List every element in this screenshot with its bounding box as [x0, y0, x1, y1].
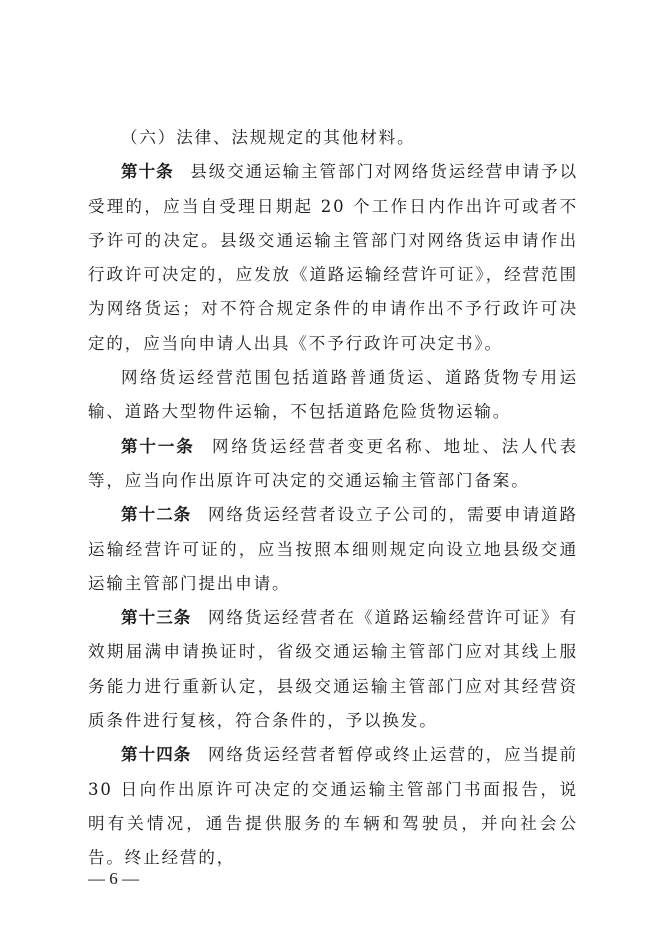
article-text: 网络货运经营者设立子公司的，需要申请道路运输经营许可证的，应当按照本细则规定向设立地县级交通运输主管部门提出申请。 [88, 505, 579, 593]
article-11 [88, 430, 578, 499]
article-text: 网络货运经营者变更名称、地址、法人代表等，应当向作出原许可决定的交通运输主管部门备案。 [88, 436, 578, 490]
article-text: 县级交通运输主管部门对网络货运经营申请予以受理的，应当自受理日期起 20 个工作日内作出许可或者不予许可的决定。县级交通运输主管部门对网络货运申请作出行政许可决定的，应发放《道路运输经营许可证》，经营范围为网络货运；对不符合规定条件的申请作出不予行政许可决定的，应当向申请人出具《不予行政许可决定书》。 [88, 162, 578, 353]
paragraph-business-scope [88, 361, 578, 430]
article-heading: 第十条 [121, 162, 174, 182]
article-text: 网络货运经营者暂停或终止运营的，应当提前 30 日向作出原许可决定的交通运输主管部门书面报告，说明有关情况，通告提供服务的车辆和驾驶员，并向社会公告。终止经营的， [88, 745, 579, 868]
document-body [88, 121, 578, 876]
article-heading: 第十二条 [121, 505, 192, 525]
article-heading: 第十一条 [121, 436, 195, 456]
article-text: 网络货运经营者在《道路运输经营许可证》有效期届满申请换证时，省级交通运输主管部门应对其线上服务能力进行重新认定，县级交通运输主管部门应对其经营资质条件进行复核，符合条件的，予以换发。 [88, 608, 579, 731]
page-number: — 6 — [88, 869, 139, 888]
article-12 [88, 498, 578, 601]
article-10 [88, 155, 578, 361]
paragraph-text: 网络货运经营范围包括道路普通货运、道路货物专用运输、道路大型物件运输，不包括道路危险货物运输。 [88, 368, 578, 422]
article-13 [88, 601, 578, 738]
article-heading: 第十四条 [121, 745, 192, 765]
paragraph-text: （六）法律、法规规定的其他材料。 [121, 128, 416, 147]
article-14 [88, 738, 578, 875]
article-heading: 第十三条 [121, 608, 192, 628]
paragraph-item-6 [88, 121, 578, 155]
